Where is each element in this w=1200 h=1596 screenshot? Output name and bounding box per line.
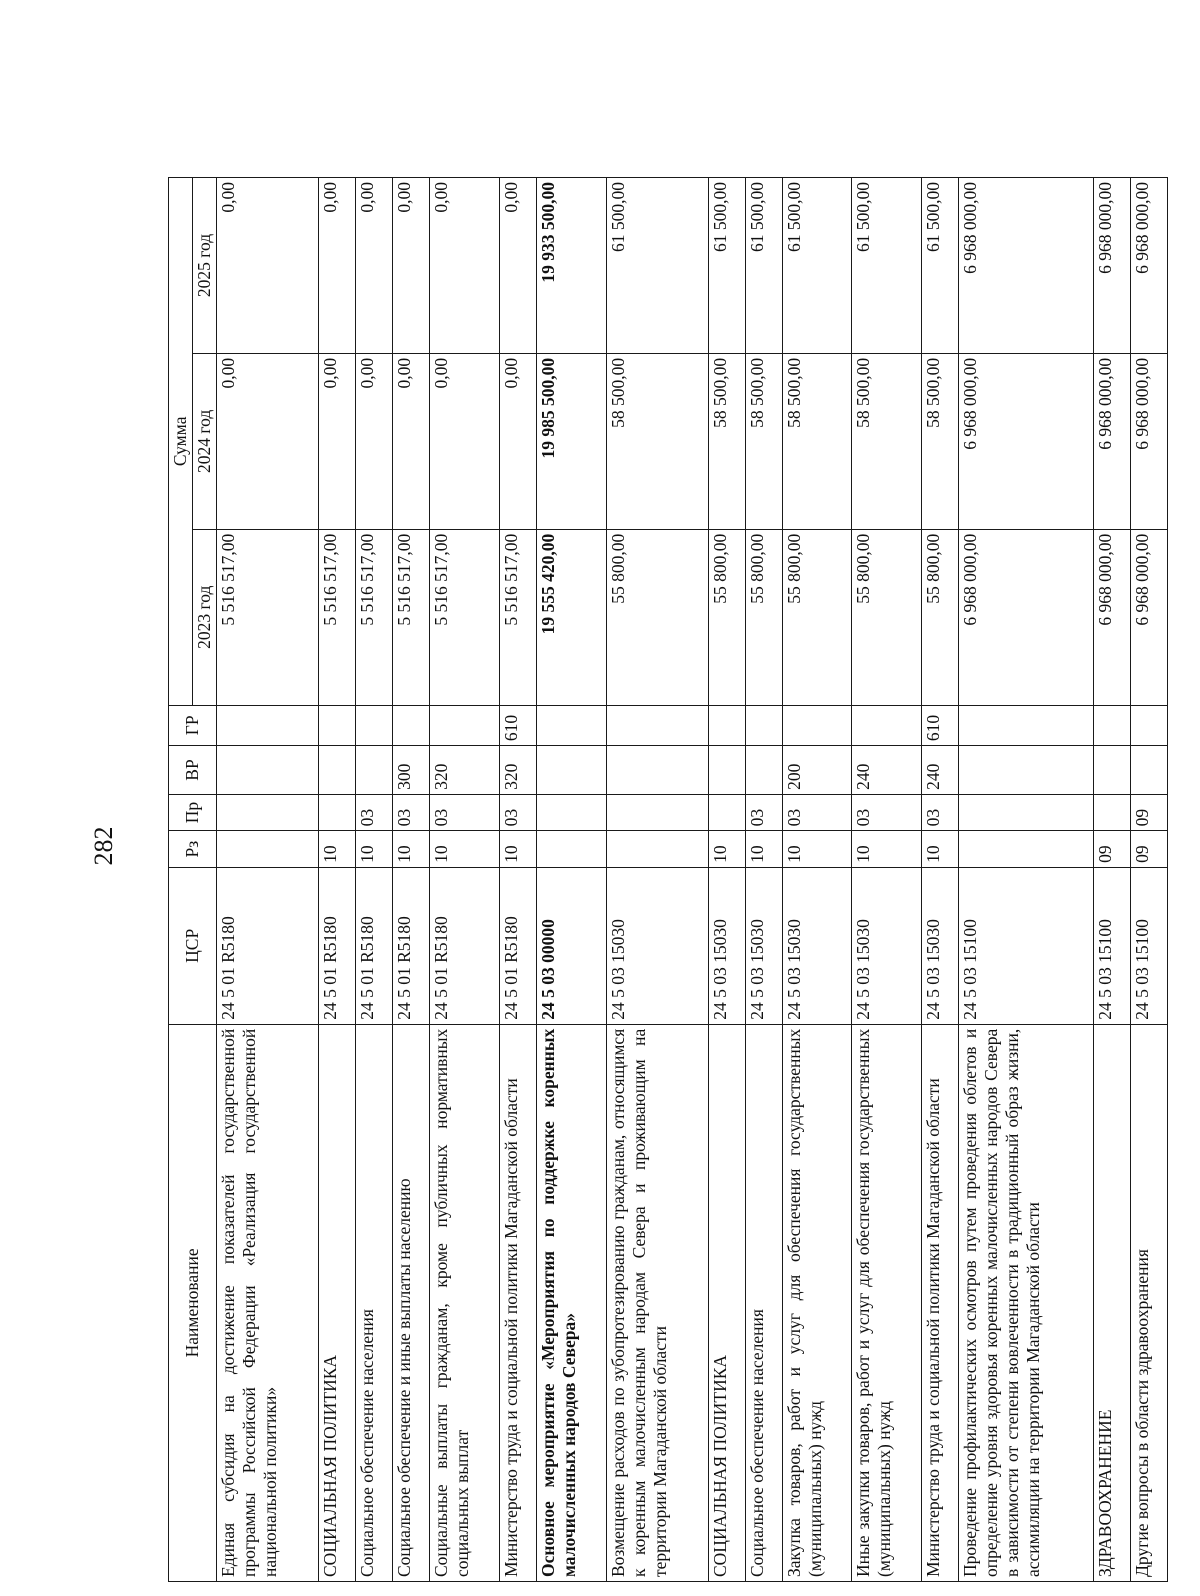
row-pr-cell: 03 xyxy=(393,794,430,831)
header-2025: 2025 год xyxy=(193,178,217,354)
row-vr-cell: 320 xyxy=(499,746,536,795)
row-2025-cell: 0,00 xyxy=(319,178,356,354)
row-pr-cell: 03 xyxy=(356,794,393,831)
row-2024-cell: 0,00 xyxy=(393,353,430,529)
row-name-cell: Иные закупки товаров, работ и услуг для обеспечения государственных (муниципальных) нужд xyxy=(852,1024,922,1581)
row-2023-cell: 19 555 420,00 xyxy=(537,529,607,705)
row-vr-cell xyxy=(1130,746,1167,795)
row-name-cell: Социальное обеспечение населения xyxy=(356,1024,393,1581)
header-rz: Рз xyxy=(169,831,217,868)
row-vr-cell xyxy=(959,746,1094,795)
row-csr-cell: 24 5 03 15100 xyxy=(959,867,1094,1024)
row-gr-cell xyxy=(430,705,500,746)
row-vr-cell xyxy=(356,746,393,795)
row-vr-cell: 240 xyxy=(922,746,959,795)
row-name-cell: ЗДРАВООХРАНЕНИЕ xyxy=(1093,1024,1130,1581)
row-2023-cell: 55 800,00 xyxy=(922,529,959,705)
row-gr-cell: 610 xyxy=(499,705,536,746)
row-vr-cell: 320 xyxy=(430,746,500,795)
table-row xyxy=(852,178,922,1582)
row-2024-cell: 6 968 000,00 xyxy=(1130,353,1167,529)
row-rz-cell: 10 xyxy=(745,831,782,868)
table-row xyxy=(606,178,708,1582)
row-2023-cell: 5 516 517,00 xyxy=(499,529,536,705)
row-vr-cell xyxy=(217,746,319,795)
row-vr-cell: 300 xyxy=(393,746,430,795)
row-2025-cell: 6 968 000,00 xyxy=(1093,178,1130,354)
table-row xyxy=(708,178,745,1582)
row-gr-cell: 610 xyxy=(922,705,959,746)
row-gr-cell xyxy=(356,705,393,746)
row-name-cell: Закупка товаров, работ и услуг для обеспечения государственных (муниципальных) нужд xyxy=(782,1024,852,1581)
row-name-cell: Проведение профилактических осмотров путем проведения облетов и определение уровня здоровья коренных малочисленных народов Севера в зависимости от степени вовлеченности в традиционный образ жизни, ассимиляции на территории Магаданской области xyxy=(959,1024,1094,1581)
row-2025-cell: 6 968 000,00 xyxy=(959,178,1094,354)
table-row xyxy=(745,178,782,1582)
row-pr-cell xyxy=(217,794,319,831)
row-2025-cell: 0,00 xyxy=(356,178,393,354)
table-body xyxy=(217,178,1168,1582)
row-gr-cell xyxy=(1130,705,1167,746)
row-2023-cell: 55 800,00 xyxy=(708,529,745,705)
row-rz-cell: 10 xyxy=(708,831,745,868)
row-vr-cell xyxy=(1093,746,1130,795)
row-2024-cell: 0,00 xyxy=(499,353,536,529)
table-row xyxy=(319,178,356,1582)
table-row xyxy=(959,178,1094,1582)
row-gr-cell xyxy=(852,705,922,746)
row-2024-cell: 0,00 xyxy=(430,353,500,529)
row-pr-cell xyxy=(319,794,356,831)
row-csr-cell: 24 5 01 R5180 xyxy=(499,867,536,1024)
table-row xyxy=(537,178,607,1582)
row-csr-cell: 24 5 03 15030 xyxy=(745,867,782,1024)
row-name-cell: Возмещение расходов по зубопротезированию гражданам, относящимся к коренным малочисленным народам Севера и проживающим на территории Магаданской области xyxy=(606,1024,708,1581)
row-2023-cell: 5 516 517,00 xyxy=(356,529,393,705)
row-csr-cell: 24 5 01 R5180 xyxy=(217,867,319,1024)
header-pr: Пр xyxy=(169,794,217,831)
row-name-cell: СОЦИАЛЬНАЯ ПОЛИТИКА xyxy=(319,1024,356,1581)
row-2025-cell: 0,00 xyxy=(499,178,536,354)
row-2025-cell: 0,00 xyxy=(430,178,500,354)
row-rz-cell: 10 xyxy=(499,831,536,868)
row-vr-cell xyxy=(708,746,745,795)
row-pr-cell: 03 xyxy=(782,794,852,831)
row-2025-cell: 0,00 xyxy=(217,178,319,354)
row-rz-cell xyxy=(959,831,1094,868)
row-rz-cell: 09 xyxy=(1130,831,1167,868)
row-2023-cell: 55 800,00 xyxy=(745,529,782,705)
row-2024-cell: 58 500,00 xyxy=(745,353,782,529)
row-2025-cell: 61 500,00 xyxy=(852,178,922,354)
row-pr-cell: 09 xyxy=(1130,794,1167,831)
row-csr-cell: 24 5 01 R5180 xyxy=(356,867,393,1024)
row-gr-cell xyxy=(1093,705,1130,746)
budget-table xyxy=(168,177,1168,1582)
header-gr: ГР xyxy=(169,705,217,746)
row-vr-cell xyxy=(537,746,607,795)
row-rz-cell xyxy=(606,831,708,868)
row-rz-cell: 10 xyxy=(356,831,393,868)
header-name: Наименование xyxy=(169,1024,217,1581)
row-csr-cell: 24 5 01 R5180 xyxy=(393,867,430,1024)
row-rz-cell: 10 xyxy=(319,831,356,868)
row-rz-cell: 10 xyxy=(852,831,922,868)
row-gr-cell xyxy=(606,705,708,746)
rotated-table-wrapper xyxy=(168,177,1168,1582)
row-2023-cell: 55 800,00 xyxy=(852,529,922,705)
row-2025-cell: 6 968 000,00 xyxy=(1130,178,1167,354)
header-csr: ЦСР xyxy=(169,867,217,1024)
row-2024-cell: 19 985 500,00 xyxy=(537,353,607,529)
row-pr-cell: 03 xyxy=(852,794,922,831)
row-2025-cell: 61 500,00 xyxy=(708,178,745,354)
row-2025-cell: 19 933 500,00 xyxy=(537,178,607,354)
row-2023-cell: 55 800,00 xyxy=(782,529,852,705)
row-2025-cell: 0,00 xyxy=(393,178,430,354)
row-2024-cell: 0,00 xyxy=(356,353,393,529)
row-gr-cell xyxy=(537,705,607,746)
row-pr-cell xyxy=(606,794,708,831)
row-csr-cell: 24 5 03 15030 xyxy=(708,867,745,1024)
row-2023-cell: 5 516 517,00 xyxy=(393,529,430,705)
row-gr-cell xyxy=(319,705,356,746)
row-2025-cell: 61 500,00 xyxy=(745,178,782,354)
row-2024-cell: 58 500,00 xyxy=(606,353,708,529)
row-rz-cell: 10 xyxy=(782,831,852,868)
row-name-cell: Единая субсидия на достижение показателей государственной программы Российской Федерации «Реализация государственной национальной политики» xyxy=(217,1024,319,1581)
row-csr-cell: 24 5 03 15030 xyxy=(922,867,959,1024)
row-name-cell: Министерство труда и социальной политики Магаданской области xyxy=(499,1024,536,1581)
header-2023: 2023 год xyxy=(193,529,217,705)
row-2024-cell: 58 500,00 xyxy=(852,353,922,529)
table-row xyxy=(922,178,959,1582)
header-vr: ВР xyxy=(169,746,217,795)
row-2023-cell: 5 516 517,00 xyxy=(319,529,356,705)
row-pr-cell xyxy=(537,794,607,831)
row-pr-cell: 03 xyxy=(499,794,536,831)
table-row xyxy=(356,178,393,1582)
row-vr-cell: 240 xyxy=(852,746,922,795)
page-number: 282 xyxy=(89,826,118,866)
row-gr-cell xyxy=(393,705,430,746)
table-row xyxy=(1130,178,1167,1582)
table-row xyxy=(393,178,430,1582)
row-gr-cell xyxy=(708,705,745,746)
row-rz-cell xyxy=(217,831,319,868)
row-pr-cell: 03 xyxy=(430,794,500,831)
row-2025-cell: 61 500,00 xyxy=(922,178,959,354)
table-row xyxy=(430,178,500,1582)
row-gr-cell xyxy=(745,705,782,746)
row-vr-cell xyxy=(745,746,782,795)
row-csr-cell: 24 5 03 15030 xyxy=(606,867,708,1024)
row-name-cell: Социальное обеспечение населения xyxy=(745,1024,782,1581)
row-csr-cell: 24 5 01 R5180 xyxy=(430,867,500,1024)
row-name-cell: Другие вопросы в области здравоохранения xyxy=(1130,1024,1167,1581)
row-name-cell: Социальные выплаты гражданам, кроме публичных нормативных социальных выплат xyxy=(430,1024,500,1581)
row-gr-cell xyxy=(782,705,852,746)
table-row xyxy=(499,178,536,1582)
row-csr-cell: 24 5 03 15030 xyxy=(852,867,922,1024)
row-name-cell: Социальное обеспечение и иные выплаты населению xyxy=(393,1024,430,1581)
row-vr-cell xyxy=(606,746,708,795)
table-row xyxy=(1093,178,1130,1582)
row-rz-cell xyxy=(537,831,607,868)
row-name-cell: Министерство труда и социальной политики Магаданской области xyxy=(922,1024,959,1581)
row-csr-cell: 24 5 03 15030 xyxy=(782,867,852,1024)
row-pr-cell xyxy=(708,794,745,831)
row-2023-cell: 6 968 000,00 xyxy=(959,529,1094,705)
row-csr-cell: 24 5 03 15100 xyxy=(1130,867,1167,1024)
row-vr-cell: 200 xyxy=(782,746,852,795)
row-name-cell: Основное мероприятие «Мероприятия по поддержке коренных малочисленных народов Севера» xyxy=(537,1024,607,1581)
row-2024-cell: 58 500,00 xyxy=(708,353,745,529)
row-2023-cell: 6 968 000,00 xyxy=(1130,529,1167,705)
row-2024-cell: 58 500,00 xyxy=(782,353,852,529)
row-csr-cell: 24 5 03 00000 xyxy=(537,867,607,1024)
header-sum: Сумма xyxy=(169,178,193,706)
row-pr-cell: 03 xyxy=(745,794,782,831)
table-row xyxy=(217,178,319,1582)
row-vr-cell xyxy=(319,746,356,795)
row-rz-cell: 10 xyxy=(430,831,500,868)
row-rz-cell: 10 xyxy=(922,831,959,868)
row-2025-cell: 61 500,00 xyxy=(606,178,708,354)
row-name-cell: СОЦИАЛЬНАЯ ПОЛИТИКА xyxy=(708,1024,745,1581)
row-csr-cell: 24 5 01 R5180 xyxy=(319,867,356,1024)
row-2023-cell: 5 516 517,00 xyxy=(217,529,319,705)
row-2025-cell: 61 500,00 xyxy=(782,178,852,354)
row-2024-cell: 6 968 000,00 xyxy=(1093,353,1130,529)
row-csr-cell: 24 5 03 15100 xyxy=(1093,867,1130,1024)
table-row xyxy=(782,178,852,1582)
header-2024: 2024 год xyxy=(193,353,217,529)
row-rz-cell: 10 xyxy=(393,831,430,868)
row-gr-cell xyxy=(217,705,319,746)
row-2023-cell: 6 968 000,00 xyxy=(1093,529,1130,705)
row-2023-cell: 55 800,00 xyxy=(606,529,708,705)
row-2024-cell: 6 968 000,00 xyxy=(959,353,1094,529)
row-rz-cell: 09 xyxy=(1093,831,1130,868)
row-2024-cell: 58 500,00 xyxy=(922,353,959,529)
row-pr-cell xyxy=(959,794,1094,831)
row-gr-cell xyxy=(959,705,1094,746)
row-pr-cell: 03 xyxy=(922,794,959,831)
row-2023-cell: 5 516 517,00 xyxy=(430,529,500,705)
header-row xyxy=(169,178,193,1582)
row-2024-cell: 0,00 xyxy=(217,353,319,529)
row-pr-cell xyxy=(1093,794,1130,831)
row-2024-cell: 0,00 xyxy=(319,353,356,529)
